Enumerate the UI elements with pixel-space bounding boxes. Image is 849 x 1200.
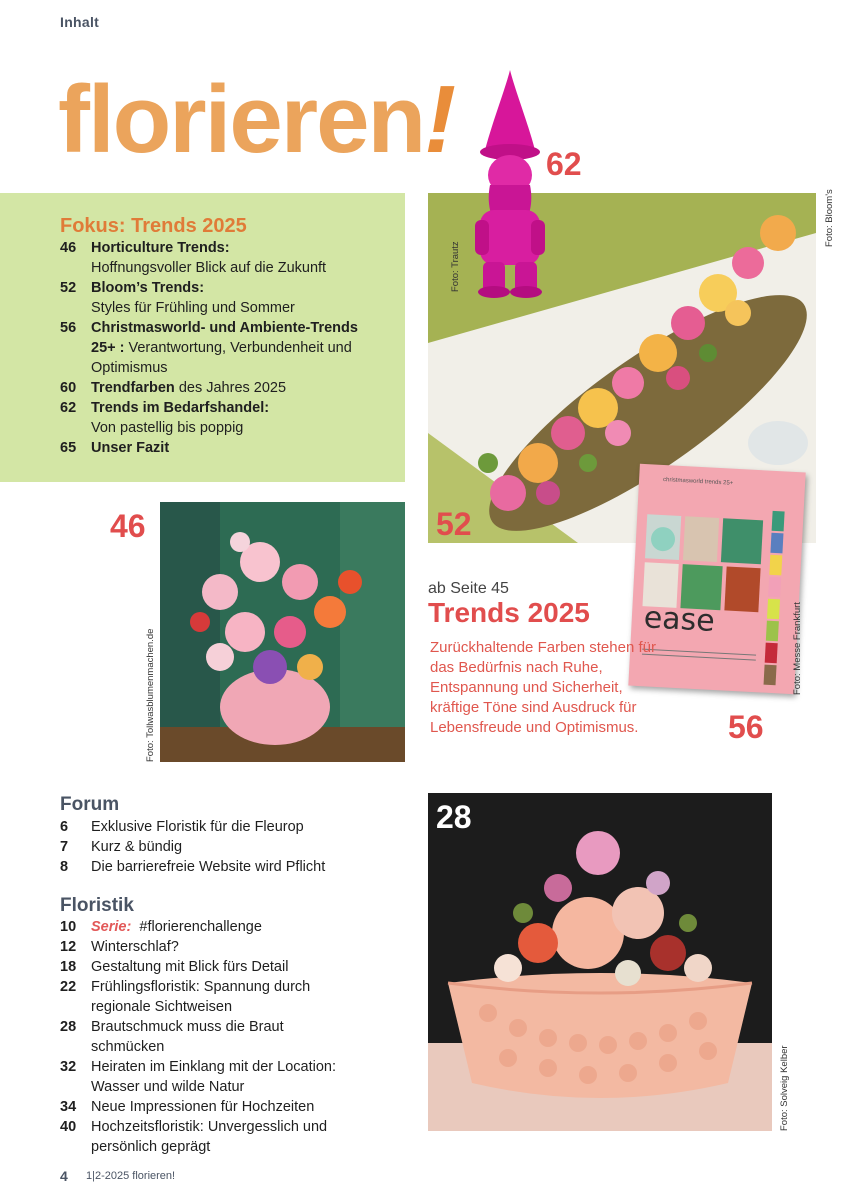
- basket-credit: Foto: Solveig Kelber: [779, 1045, 790, 1131]
- gnome-photo: [465, 70, 555, 300]
- toc-page: 8: [60, 859, 69, 875]
- magazine-page-number: 56: [728, 709, 764, 745]
- forum-toc: [60, 817, 400, 877]
- toc-text: Exklusive Floristik für die Fleurop: [91, 819, 304, 835]
- magazine-logo: [58, 66, 455, 173]
- bouquet-image: [160, 502, 405, 762]
- toc-page: 46: [60, 240, 77, 256]
- toc-text: Neue Impressionen für Hochzeiten: [91, 1099, 315, 1115]
- toc-text: Verantwortung, Verbundenheit und Optimismus: [91, 340, 352, 376]
- toc-page: 28: [60, 1019, 77, 1035]
- toc-text: Hochzeitsfloristik: Unvergesslich und persönlich geprägt: [91, 1119, 328, 1155]
- toc-entry[interactable]: [60, 1097, 360, 1117]
- logo-exclamation: !: [424, 66, 455, 173]
- section-label: Inhalt: [60, 14, 100, 30]
- toc-text: #florierenchallenge: [139, 919, 262, 935]
- basket-page-number: 28: [436, 799, 472, 835]
- toc-page: 34: [60, 1099, 77, 1115]
- toc-text: Heiraten im Einklang mit der Location: Wasser und wilde Natur: [91, 1059, 337, 1095]
- toc-page: 65: [60, 440, 77, 456]
- toc-text: Kurz & bündig: [91, 839, 183, 855]
- logo-text: florieren: [58, 66, 425, 173]
- footer-issue: 1|2-2025 florieren!: [86, 1170, 176, 1182]
- gnome-page-number: 62: [546, 146, 582, 182]
- gnome-image: [465, 70, 555, 300]
- gnome-credit: Foto: Trautz: [450, 241, 461, 292]
- toc-text: Brautschmuck muss die Braut schmücken: [91, 1019, 284, 1055]
- toc-page: 7: [60, 839, 69, 855]
- toc-text: Die barrierefreie Website wird Pflicht: [91, 859, 326, 875]
- toc-entry[interactable]: [60, 398, 380, 438]
- toc-entry[interactable]: [60, 837, 400, 857]
- fokus-title: Fokus: Trends 2025: [60, 215, 247, 237]
- trends-subheading: ab Seite 45: [428, 580, 509, 597]
- toc-page: 10: [60, 919, 77, 935]
- toc-bold: Bloom’s Trends:: [91, 280, 205, 296]
- bouquet-credit: Foto: Tollwasblumenmachen.de: [145, 628, 156, 762]
- floristik-title: Floristik: [60, 895, 134, 916]
- magazine-credit: Foto: Messe Frankfurt: [792, 602, 803, 695]
- bouquet-page-number: 46: [110, 508, 146, 544]
- toc-page: 56: [60, 320, 77, 336]
- toc-text: Frühlingsfloristik: Spannung durch regionale Sichtweisen: [91, 979, 311, 1015]
- toc-page: 40: [60, 1119, 77, 1135]
- toc-text: Von pastellig bis poppig: [91, 420, 244, 436]
- toc-bold: Christmasworld- und Ambiente-Trends 25+ :: [91, 320, 358, 356]
- toc-text: Winterschlaf?: [91, 939, 179, 955]
- toc-entry[interactable]: [60, 278, 380, 318]
- toc-entry[interactable]: [60, 318, 380, 378]
- footer-page-number: 4: [60, 1168, 68, 1184]
- forum-title: Forum: [60, 794, 120, 815]
- toc-entry[interactable]: [60, 438, 380, 458]
- toc-page: 32: [60, 1059, 77, 1075]
- toc-text: Hoffnungsvoller Blick auf die Zukunft: [91, 260, 327, 276]
- magazine-cover-word: ease: [642, 600, 716, 639]
- toc-entry[interactable]: [60, 1057, 360, 1097]
- toc-entry[interactable]: [60, 378, 380, 398]
- floristik-toc: [60, 917, 360, 1157]
- toc-page: 22: [60, 979, 77, 995]
- toc-entry[interactable]: [60, 977, 360, 1017]
- serie-label: Serie:: [91, 919, 132, 935]
- magazine-cover-title: christmasworld trends 25+: [662, 477, 734, 487]
- bridal-basket-photo: [428, 793, 772, 1131]
- trends-teaser: Zurückhaltende Farben stehen für das Bedürfnis nach Ruhe, Entspannung und Sicherheit, kräftige Töne sind Ausdruck für Lebensfreude und Optimismus.: [430, 639, 656, 736]
- toc-entry[interactable]: [60, 1017, 360, 1057]
- toc-entry[interactable]: [60, 937, 360, 957]
- toc-page: 6: [60, 819, 69, 835]
- blooms-credit: Foto: Bloom's: [824, 189, 835, 247]
- trends-title: Trends 2025: [428, 597, 590, 628]
- toc-page: 52: [60, 280, 77, 296]
- bridal-basket-image: [428, 793, 772, 1131]
- toc-page: 60: [60, 380, 77, 396]
- toc-bold: Horticulture Trends:: [91, 240, 230, 256]
- toc-text: Gestaltung mit Blick fürs Detail: [91, 959, 289, 975]
- fokus-toc: [60, 238, 380, 458]
- toc-text: Styles für Frühling und Sommer: [91, 300, 295, 316]
- toc-entry[interactable]: [60, 857, 400, 877]
- toc-entry[interactable]: [60, 1117, 360, 1157]
- toc-text: des Jahres 2025: [178, 380, 287, 396]
- toc-page: 62: [60, 400, 77, 416]
- toc-bold: Trendfarben: [91, 380, 175, 396]
- toc-page: 18: [60, 959, 77, 975]
- toc-bold: Trends im Bedarfshandel:: [91, 400, 270, 416]
- toc-bold: Unser Fazit: [91, 440, 170, 456]
- bouquet-photo: [160, 502, 405, 762]
- toc-entry[interactable]: [60, 817, 400, 837]
- blooms-page-number: 52: [436, 506, 472, 542]
- toc-entry[interactable]: [60, 957, 360, 977]
- toc-entry[interactable]: [60, 917, 360, 937]
- toc-page: 12: [60, 939, 77, 955]
- toc-entry[interactable]: [60, 238, 380, 278]
